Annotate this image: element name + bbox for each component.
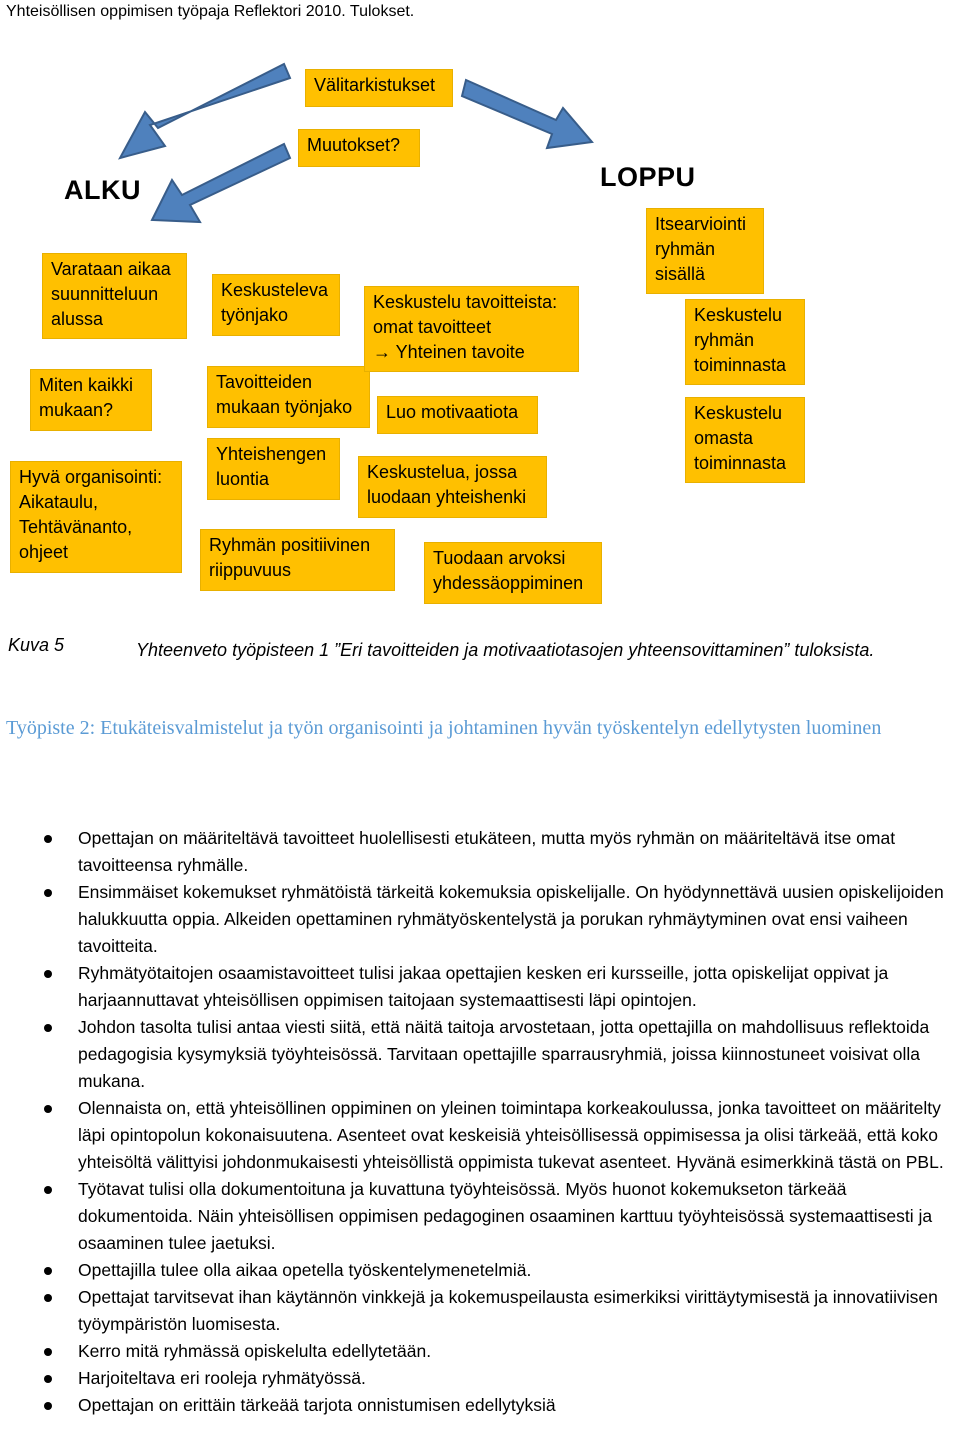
- box-itsearviointi: Itsearviointi ryhmän sisällä: [646, 208, 764, 294]
- bullet-icon: [44, 1375, 52, 1383]
- arrow-upper-left-icon: [120, 64, 290, 158]
- box-keskustelu-tavoitteista: Keskustelu tavoitteista: omat tavoitteet → Yhteinen tavoite: [364, 286, 579, 372]
- bullet-icon: [44, 835, 52, 843]
- bullet-icon: [44, 1402, 52, 1410]
- list-item: Harjoiteltava eri rooleja ryhmätyössä.: [0, 1365, 960, 1392]
- list-item: Opettajat tarvitsevat ihan käytännön vinkkejä ja kokemuspeilausta esimerkiksi virittäytymisestä ja innovatiivisen työympäristön luomisesta.: [0, 1284, 960, 1338]
- loppu-title: LOPPU: [600, 162, 696, 192]
- bullet-icon: [44, 1105, 52, 1113]
- box-tavoitteiden: Tavoitteiden mukaan työnjako: [207, 366, 370, 428]
- bullet-icon: [44, 1186, 52, 1194]
- list-item: Opettajilla tulee olla aikaa opetella työskentelymenetelmiä.: [0, 1257, 960, 1284]
- box-varataan: Varataan aikaa suunnitteluun alussa: [42, 253, 187, 339]
- box-hyva: Hyvä organisointi: Aikataulu, Tehtävänanto, ohjeet: [10, 461, 182, 573]
- list-item: Ensimmäiset kokemukset ryhmätöistä tärkeitä kokemuksia opiskelijalle. On hyödynnettävä uusien opiskelijoiden halukkuutta oppia. Alkeiden opettaminen ryhmätyöskentelystä ja porukan ryhmäytyminen ovat ensi vaiheen tavoitteita.: [0, 879, 960, 960]
- list-item: Opettajan on erittäin tärkeää tarjota onnistumisen edellytyksiä: [0, 1392, 960, 1419]
- list-item: Opettajan on määriteltävä tavoitteet huolellisesti etukäteen, mutta myös ryhmän on määriteltävä itse omat tavoitteensa ryhmälle.: [0, 825, 960, 879]
- list-item: Työtavat tulisi olla dokumentoituna ja kuvattuna työyhteisössä. Myös huonot kokemukseton tärkeää dokumentoida. Näin yhteisöllisen oppimisen pedagoginen osaaminen karttuu työyhteisössä systemaattisesti ja osaaminen tulee jaetuksi.: [0, 1176, 960, 1257]
- box-yhteishengen: Yhteishengen luontia: [207, 438, 340, 500]
- list-item: Kerro mitä ryhmässä opiskelulta edellytetään.: [0, 1338, 960, 1365]
- bullet-icon: [44, 1267, 52, 1275]
- list-item: Ryhmätyötaitojen osaamistavoitteet tulisi jakaa opettajien kesken eri kursseille, jotta opiskelijat oppivat ja harjaannuttavat yhteisöllisen oppimisen taitojaan systemaattisesti läpi opintojen.: [0, 960, 960, 1014]
- box-muutokset: Muutokset?: [298, 129, 420, 167]
- box-keskustelu-ryhman: Keskustelu ryhmän toiminnasta: [685, 299, 805, 385]
- box-tuodaan: Tuodaan arvoksi yhdessäoppiminen: [424, 542, 602, 604]
- box-luo-motivaatiota: Luo motivaatiota: [377, 396, 538, 434]
- box-keskustelu-omasta: Keskustelu omasta toiminnasta: [685, 397, 805, 483]
- box-keskustelua: Keskustelua, jossa luodaan yhteishenki: [358, 456, 547, 518]
- summary-diagram: [0, 40, 960, 610]
- box-ryhman-positiivinen: Ryhmän positiivinen riippuvuus: [200, 529, 395, 591]
- figure-label: Kuva 5: [8, 635, 65, 655]
- section-heading: Työpiste 2: Etukäteisvalmistelut ja työn organisointi ja johtaminen hyvän työskentelyn edellytysten luominen: [6, 717, 882, 739]
- page-header: Yhteisöllisen oppimisen työpaja Reflektori 2010. Tulokset.: [6, 3, 415, 20]
- box-valitarkistukset: Välitarkistukset: [305, 69, 453, 107]
- list-item: Johdon tasolta tulisi antaa viesti siitä, että näitä taitoja arvostetaan, jotta opettajilla on mahdollisuus reflektoida pedagogisia kysymyksiä työyhteisössä. Tarvitaan opettajille sparrausryhmiä, joissa kiinnostuneet voisivat olla mukana.: [0, 1014, 960, 1095]
- bullet-icon: [44, 1294, 52, 1302]
- arrow-lower-left-icon: [152, 144, 290, 222]
- figure-caption: Yhteenveto työpisteen 1 ”Eri tavoitteiden ja motivaatiotasojen yhteensovittaminen” tuloksista.: [136, 640, 875, 660]
- bullet-icon: [44, 1024, 52, 1032]
- alku-title: ALKU: [64, 175, 141, 205]
- list-item: Olennaista on, että yhteisöllinen oppiminen on yleinen toimintapa korkeakoulussa, jonka tavoitteet on määritelty läpi opintopolun kokonaisuutena. Asenteet ovat keskeisiä yhteisöllisessä oppimisessa ja olisi tärkeää, että koko yhteisöltä välittyisi johdonmukaisesti yhteisöllistä oppimista tukevat asenteet. Hyvänä esimerkkinä tästä on PBL.: [0, 1095, 960, 1176]
- box-miten: Miten kaikki mukaan?: [30, 369, 152, 431]
- arrow-right-icon: [462, 80, 592, 148]
- bullet-icon: [44, 970, 52, 978]
- bullet-list: [0, 825, 960, 1419]
- box-keskusteleva: Keskusteleva työnjako: [212, 274, 340, 336]
- bullet-icon: [44, 889, 52, 897]
- bullet-icon: [44, 1348, 52, 1356]
